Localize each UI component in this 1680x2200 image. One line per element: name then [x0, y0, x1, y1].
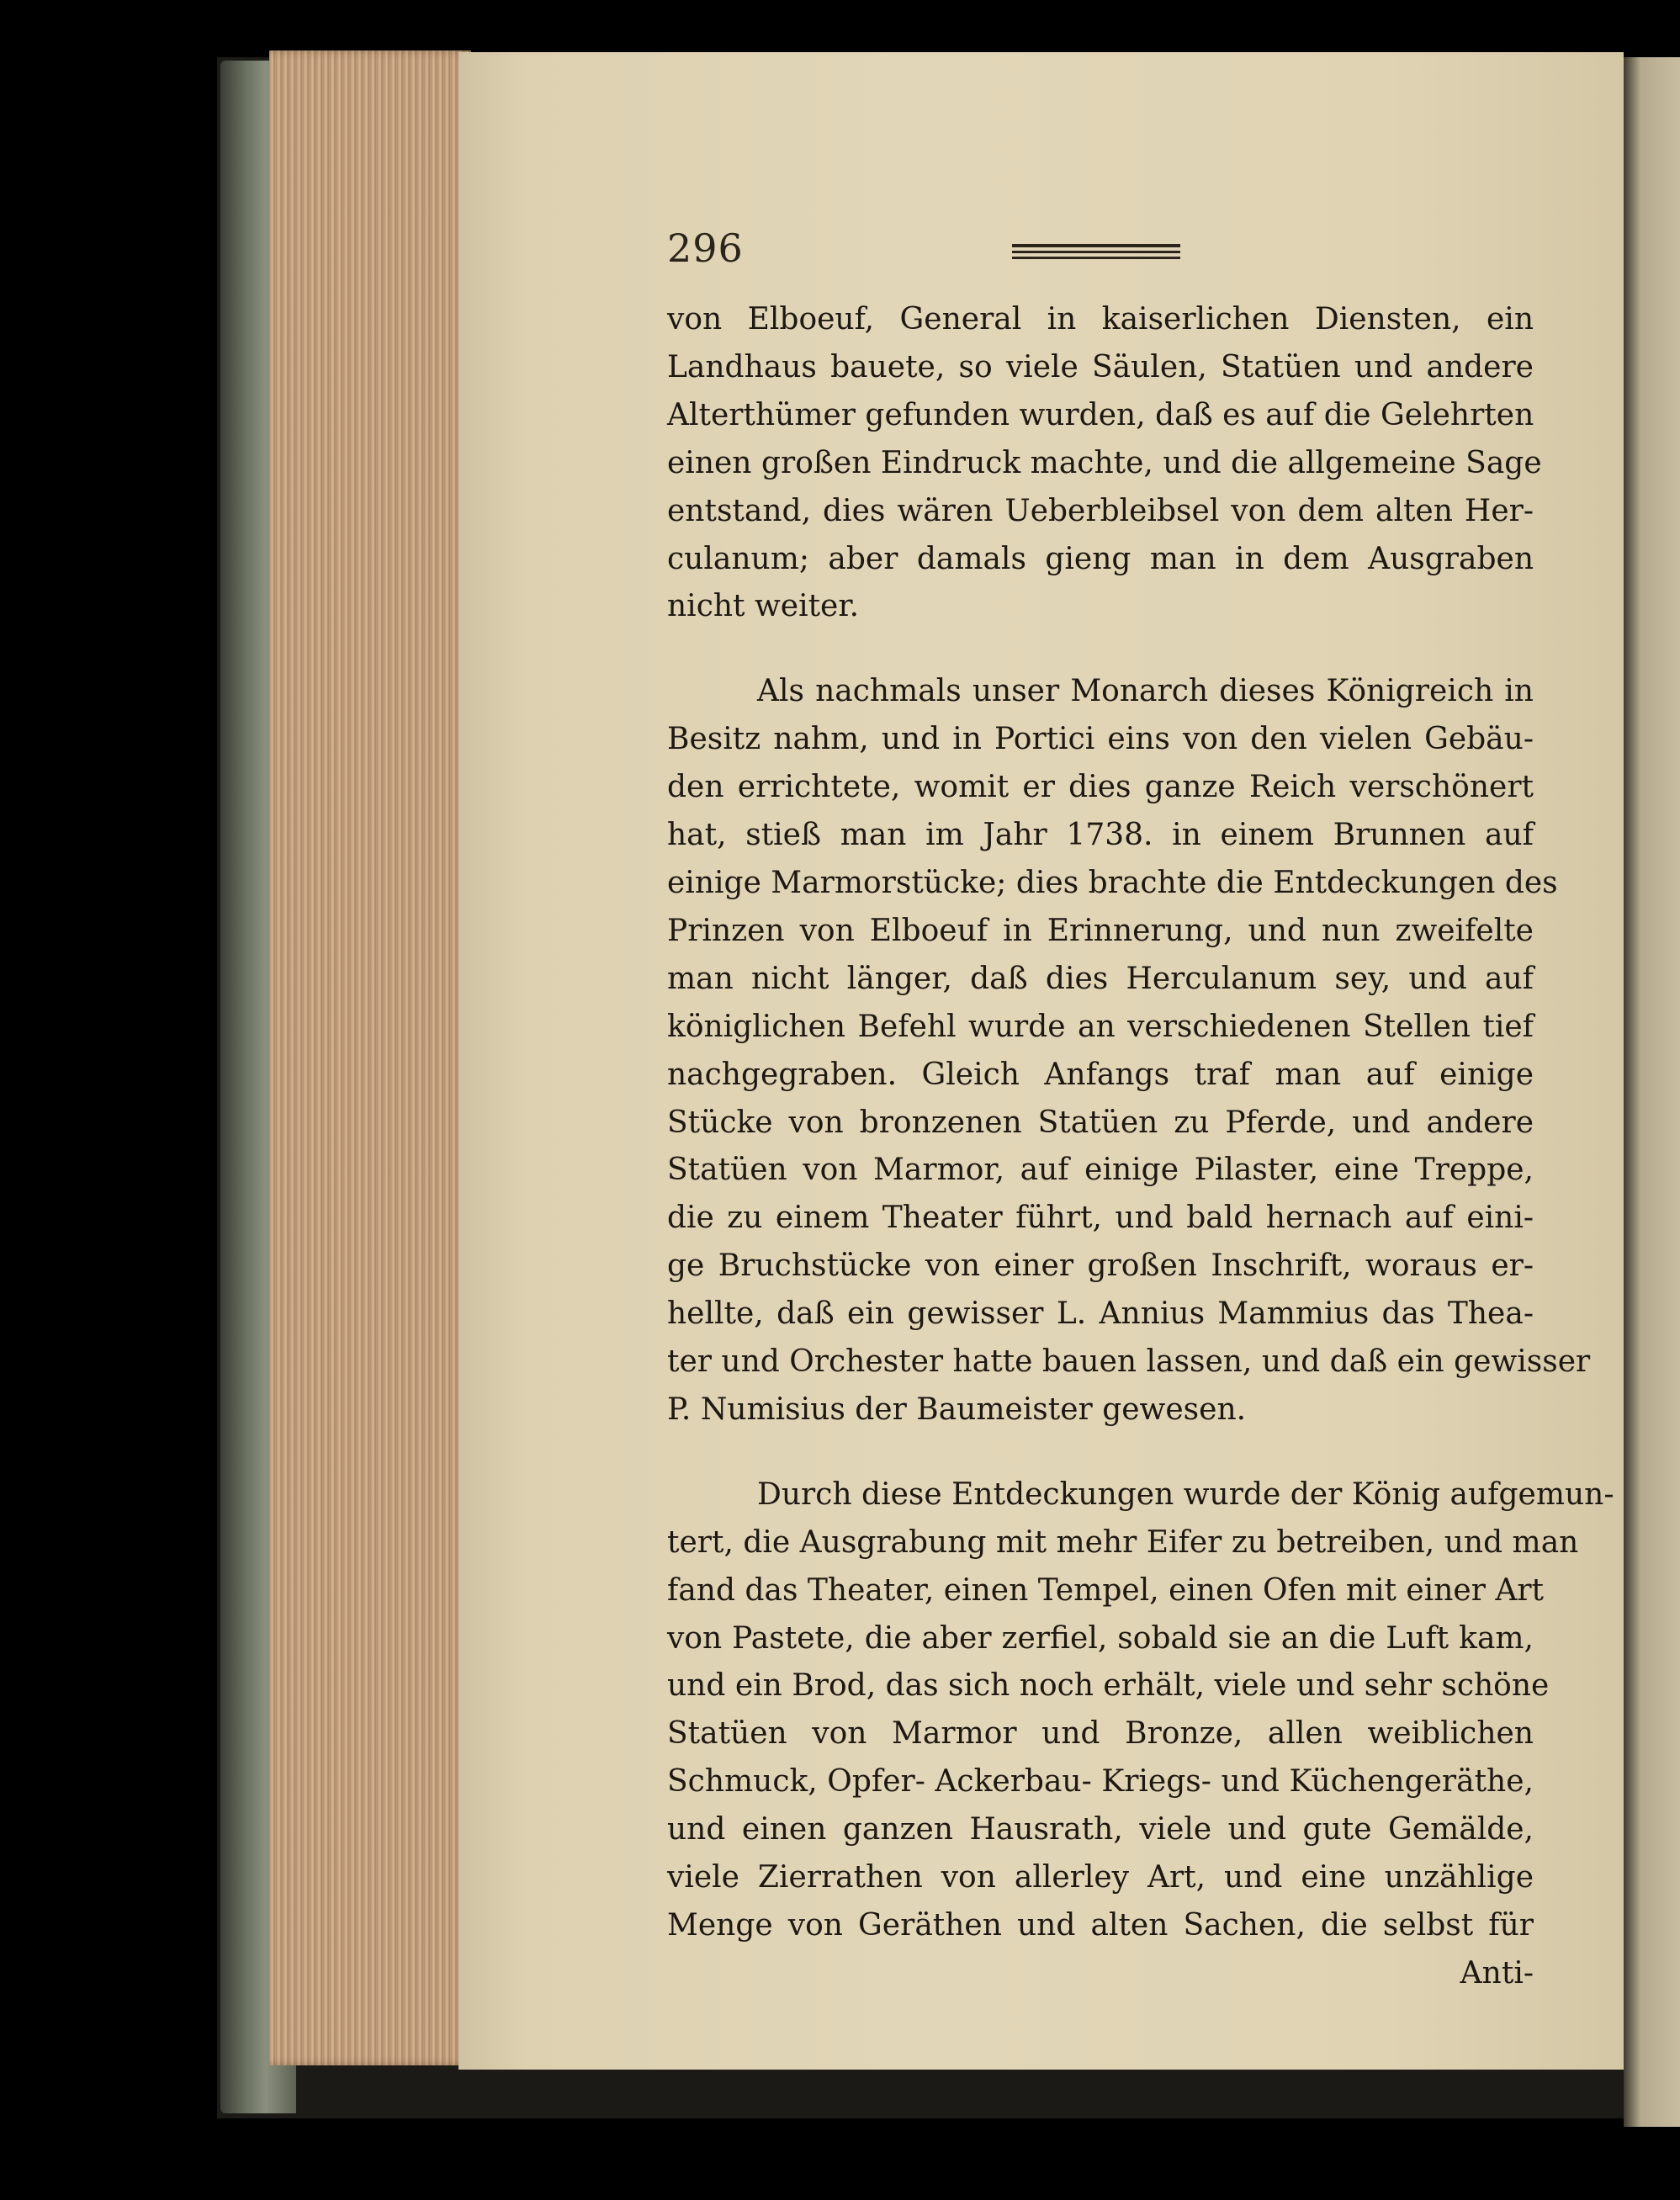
- page-number: 296: [667, 225, 744, 271]
- text-line: man nicht länger, daß dies Herculanum sey, und auf: [667, 961, 1534, 996]
- text-line: fand das Theater, einen Tempel, einen Ofen mit einer Art: [667, 1572, 1545, 1608]
- text-line: Schmuck, Opfer- Ackerbau- Kriegs- und Küchengeräthe,: [667, 1764, 1534, 1800]
- text-line: Menge von Geräthen und alten Sachen, die selbst für: [667, 1908, 1534, 1943]
- paragraph-1: [667, 296, 1542, 631]
- header-rule: [1012, 257, 1180, 259]
- text-line: von Elboeuf, General in kaiserlichen Diensten, ein: [667, 302, 1534, 337]
- page-edges: [269, 50, 471, 2065]
- text-line: Als nachmals unser Monarch dieses Königreich in: [757, 674, 1534, 709]
- text-line: hat, stieß man im Jahr 1738. in einem Brunnen auf: [667, 818, 1534, 853]
- text-line: P. Numisius der Baumeister gewesen.: [667, 1392, 1247, 1427]
- text-line: entstand, dies wären Ueberbleibsel von dem alten Her-: [667, 493, 1534, 528]
- text-line: Landhaus bauete, so viele Säulen, Statüen und andere: [667, 349, 1534, 384]
- text-line: viele Zierrathen von allerley Art, und eine unzählige: [667, 1860, 1534, 1895]
- text-line: ge Bruchstücke von einer großen Inschrift, woraus er-: [667, 1248, 1534, 1284]
- text-line: nicht weiter.: [667, 589, 860, 624]
- page-header: [667, 225, 1542, 276]
- text-line: Statüen von Marmor und Bronze, allen weiblichen: [667, 1716, 1534, 1752]
- text-line: ter und Orchester hatte bauen lassen, und daß ein gewisser: [667, 1344, 1591, 1380]
- text-line: Durch diese Entdeckungen wurde der König aufgemun-: [757, 1476, 1614, 1512]
- text-line: den errichtete, womit er dies ganze Reich verschönert: [667, 770, 1534, 805]
- paragraph-3: [667, 1471, 1614, 1950]
- paragraph-2: [667, 668, 1591, 1434]
- header-rule: [1012, 244, 1180, 247]
- text-line: Stücke von bronzenen Statüen zu Pferde, und andere: [667, 1105, 1534, 1140]
- text-line: die zu einem Theater führt, und bald hernach auf eini-: [667, 1201, 1534, 1236]
- text-line: und einen ganzen Hausrath, viele und gute Gemälde,: [667, 1812, 1534, 1847]
- text-line: königlichen Befehl wurde an verschiedenen Stellen tief: [667, 1009, 1534, 1044]
- body-text: [667, 296, 1614, 1998]
- text-line: hellte, daß ein gewisser L. Annius Mammius das Thea-: [667, 1296, 1534, 1332]
- text-line: Besitz nahm, und in Portici eins von den vielen Gebäu-: [667, 722, 1534, 757]
- text-line: einige Marmorstücke; dies brachte die Entdeckungen des: [667, 865, 1558, 900]
- text-line: und ein Brod, das sich noch erhält, viele und sehr schöne: [667, 1668, 1550, 1704]
- text-line: einen großen Eindruck machte, und die allgemeine Sage: [667, 445, 1542, 480]
- text-line: Statüen von Marmor, auf einige Pilaster, eine Treppe,: [667, 1153, 1534, 1188]
- text-line: culanum; aber damals gieng man in dem Ausgraben: [667, 541, 1534, 576]
- catchword: Anti-: [1460, 1955, 1534, 1991]
- header-rule: [1012, 251, 1180, 253]
- text-line: nachgegraben. Gleich Anfangs traf man auf einige: [667, 1057, 1534, 1092]
- text-line: Prinzen von Elboeuf in Erinnerung, und nun zweifelte: [667, 913, 1534, 948]
- facing-page-edge: [1624, 57, 1680, 2127]
- text-line: Alterthümer gefunden wurden, daß es auf die Gelehrten: [667, 397, 1534, 432]
- text-line: tert, die Ausgrabung mit mehr Eifer zu betreiben, und man: [667, 1524, 1579, 1560]
- text-line: von Pastete, die aber zerfiel, sobald sie an die Luft kam,: [667, 1620, 1534, 1656]
